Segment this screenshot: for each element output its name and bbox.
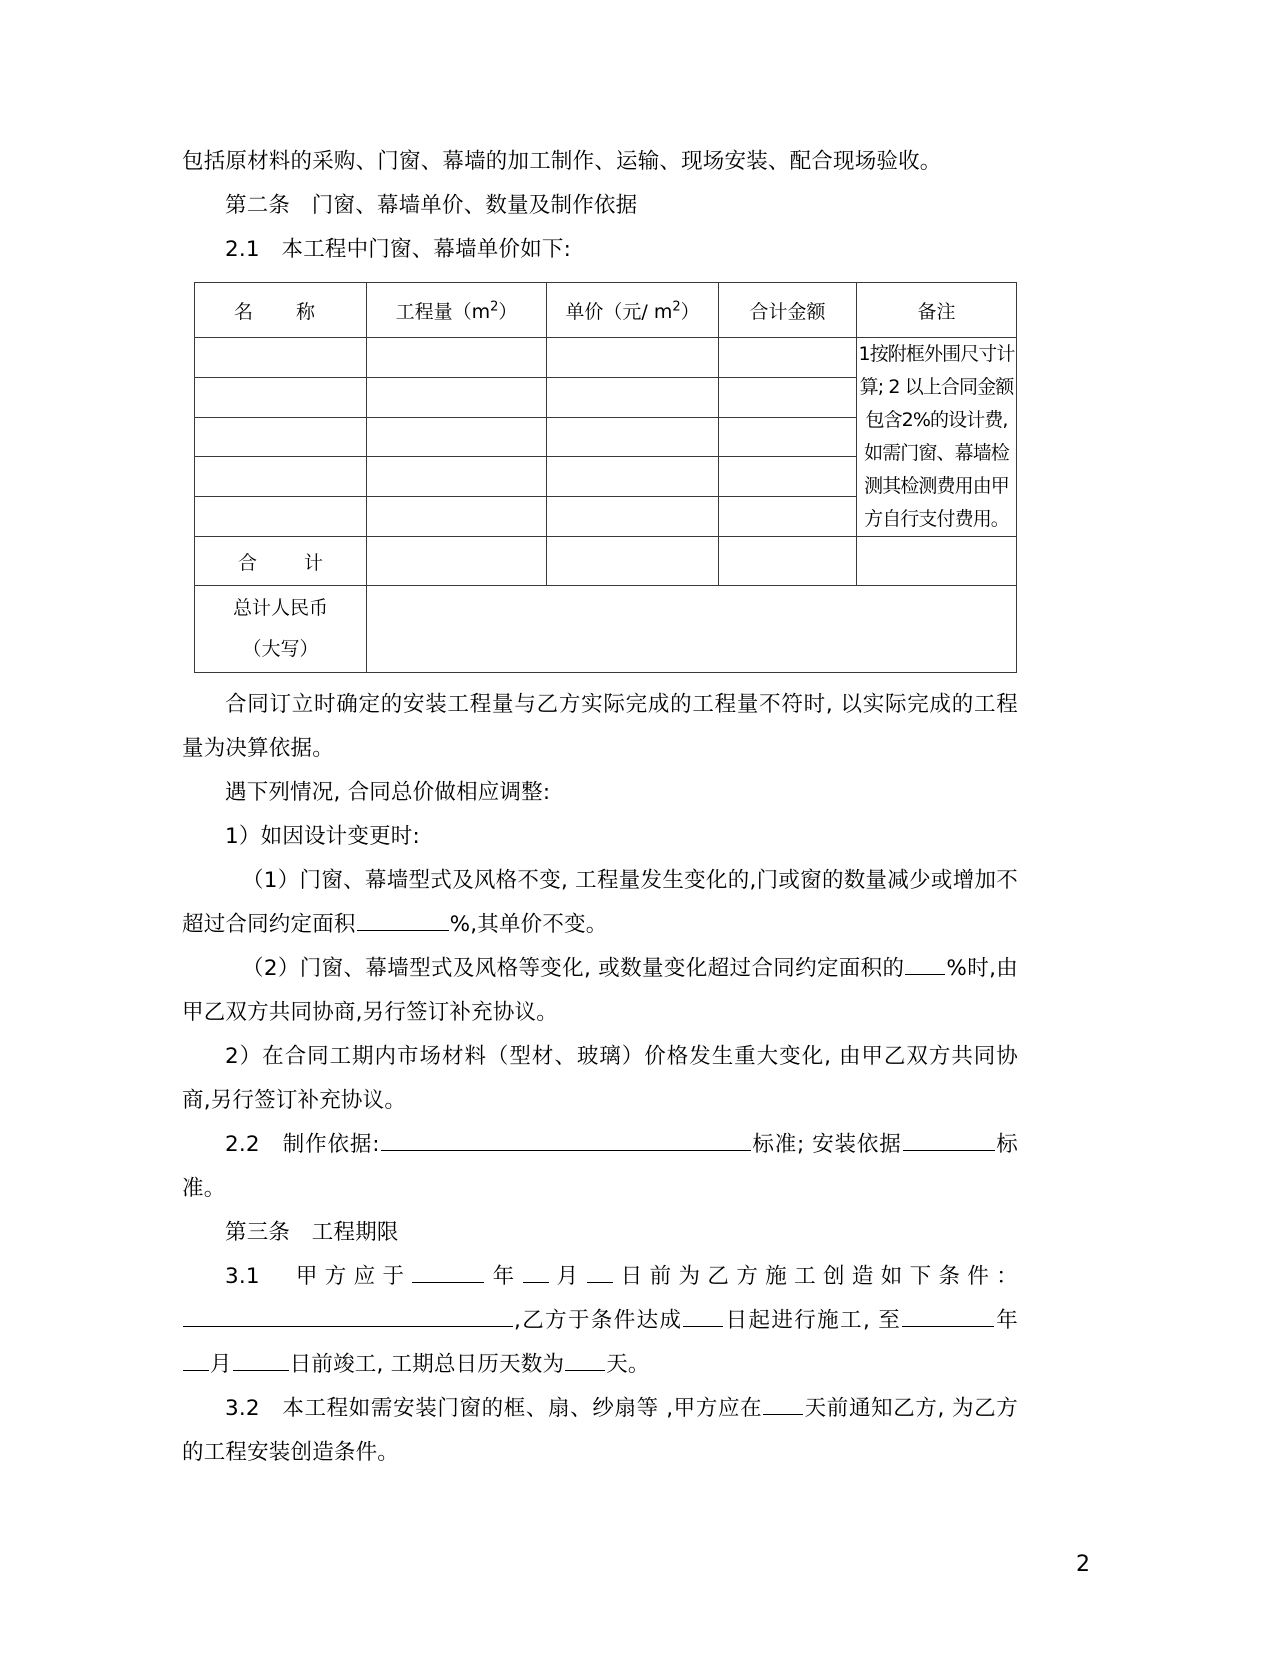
blank-manufacture-standard[interactable] [381, 1127, 751, 1151]
total-value-cell[interactable] [367, 586, 1017, 673]
header-unit-price-sup: 2 [672, 299, 681, 315]
sum-amount[interactable] [719, 537, 857, 586]
cell-quantity[interactable] [367, 377, 547, 417]
header-note: 备注 [857, 283, 1017, 338]
s31-text-i: 月 [210, 1352, 232, 1377]
cell-amount[interactable] [719, 457, 857, 497]
cell-name[interactable] [195, 417, 367, 457]
page-content [182, 140, 1018, 1475]
cell-unit-price[interactable] [547, 457, 719, 497]
lead-paragraph: 包括原材料的采购、门窗、幕墙的加工制作、运输、现场安装、配合现场验收。 [182, 149, 942, 174]
cell-unit-price[interactable] [547, 417, 719, 457]
blank-end-year[interactable] [902, 1303, 994, 1327]
article-2-heading: 第二条 门窗、幕墙单价、数量及制作依据 [225, 193, 638, 218]
s32-text-b: 天前通知乙方, 为乙方的工程安装创造条件。 [182, 1396, 1018, 1465]
header-quantity-unit: m [471, 300, 491, 323]
s31-text-f: 乙方于条件达成 [521, 1308, 683, 1333]
header-quantity-suffix: ） [498, 300, 518, 323]
pricing-table [194, 282, 1017, 673]
blank-install-standard[interactable] [903, 1127, 995, 1151]
pricing-table-body [195, 338, 1017, 673]
para-item-1: 1）如因设计变更时: [225, 824, 420, 849]
s31-text-b: 年 [485, 1264, 522, 1289]
para-item-1-1-text-a: （1）门窗、幕墙型式及风格不变, 工程量发生变化的,门或窗的数量减少或增加不超过合同约定面积 [182, 868, 1018, 937]
section-2-2-suffix: 标准。 [182, 1132, 1018, 1201]
s31-text-e: , [514, 1308, 522, 1333]
para-item-1-2-text-a: （2）门窗、幕墙型式及风格等变化, 或数量变化超过合同约定面积的 [242, 956, 905, 981]
header-quantity-sup: 2 [490, 299, 499, 315]
header-unit-price [547, 283, 719, 338]
sum-quantity[interactable] [367, 537, 547, 586]
table-total-row [195, 586, 1017, 673]
s31-text-a: 3.1 甲方应于 [225, 1264, 412, 1289]
sum-label: 合 计 [195, 537, 367, 586]
total-label [195, 586, 367, 673]
cell-quantity[interactable] [367, 457, 547, 497]
header-unit-price-suffix: ） [680, 300, 700, 323]
blank-days-after-conditions[interactable] [683, 1303, 723, 1327]
para-item-1-2 [182, 947, 1018, 1035]
blank-area-percent-2[interactable] [905, 951, 945, 975]
cell-quantity[interactable] [367, 417, 547, 457]
s31-text-j: 日前竣工, 工期总日历天数为 [289, 1352, 565, 1377]
para-adjust-intro: 遇下列情况, 合同总价做相应调整: [225, 780, 551, 805]
total-label-line1: 总计人民币 [232, 597, 328, 619]
table-header-row [195, 283, 1017, 338]
spacer [182, 673, 1018, 683]
s32-text-a: 3.2 本工程如需安装门窗的框、扇、纱扇等 ,甲方应在 [225, 1396, 763, 1421]
s31-text-d: 日前为乙方施工创造如下条件： [613, 1264, 1018, 1289]
section-3-1 [182, 1255, 1018, 1387]
blank-end-month[interactable] [183, 1347, 209, 1371]
table-sum-row [195, 537, 1017, 586]
s31-text-c: 月 [549, 1264, 586, 1289]
para-item-1-2-text-b: %时,由甲乙双方共同协商,另行签订补充协议。 [182, 956, 1018, 1025]
cell-name[interactable] [195, 338, 367, 378]
cell-unit-price[interactable] [547, 497, 719, 537]
blank-end-day[interactable] [233, 1347, 289, 1371]
pricing-table-wrapper [194, 282, 1016, 673]
s31-text-h: 年 [995, 1308, 1018, 1333]
header-name [195, 283, 367, 338]
article-3-heading: 第三条 工程期限 [225, 1220, 399, 1245]
para-item-1-1-text-b: %,其单价不变。 [449, 912, 608, 937]
total-label-line2: （大写） [242, 638, 319, 660]
blank-start-month[interactable] [523, 1259, 549, 1283]
cell-name[interactable] [195, 377, 367, 417]
header-unit-price-prefix: 单价（元/ [565, 300, 654, 323]
para-quantity-mismatch: 合同订立时确定的安装工程量与乙方实际完成的工程量不符时, 以实际完成的工程量为决算依据。 [182, 692, 1018, 761]
blank-area-percent-1[interactable] [357, 907, 449, 931]
s31-text-g: 日起进行施工, 至 [724, 1308, 902, 1333]
cell-quantity[interactable] [367, 338, 547, 378]
section-2-2-mid: 标准; 安装依据 [751, 1132, 902, 1157]
cell-amount[interactable] [719, 497, 857, 537]
cell-name[interactable] [195, 497, 367, 537]
sum-note-spacer [857, 537, 1017, 586]
header-quantity-prefix: 工程量（ [395, 300, 472, 323]
cell-amount[interactable] [719, 417, 857, 457]
blank-total-days[interactable] [565, 1347, 605, 1371]
cell-unit-price[interactable] [547, 377, 719, 417]
para-item-2: 2）在合同工期内市场材料（型材、玻璃）价格发生重大变化, 由甲乙双方共同协商,另行签订补充协议。 [182, 1044, 1018, 1113]
header-name-label: 名 称 [233, 300, 327, 323]
cell-amount[interactable] [719, 338, 857, 378]
header-amount: 合计金额 [719, 283, 857, 338]
blank-conditions[interactable] [183, 1303, 513, 1327]
section-2-2 [182, 1123, 1018, 1211]
cell-unit-price[interactable] [547, 338, 719, 378]
s31-text-k: 天。 [606, 1352, 650, 1377]
blank-start-year[interactable] [412, 1259, 484, 1283]
blank-start-day[interactable] [587, 1259, 613, 1283]
header-unit-price-unit: m [653, 300, 673, 323]
para-item-1-1 [182, 859, 1018, 947]
header-quantity [367, 283, 547, 338]
page-number: 2 [1076, 1552, 1090, 1577]
section-2-2-prefix: 2.2 制作依据: [225, 1132, 380, 1157]
section-2-1-label: 2.1 本工程中门窗、幕墙单价如下: [225, 237, 572, 262]
cell-note: 1按附框外围尺寸计算; 2 以上合同金额包含2%的设计费, 如需门窗、幕墙检测其检测费用由甲方自行支付费用。 [857, 338, 1017, 537]
cell-name[interactable] [195, 457, 367, 497]
blank-notice-days[interactable] [763, 1391, 803, 1415]
table-row [195, 338, 1017, 378]
sum-unit-price[interactable] [547, 537, 719, 586]
section-3-2 [182, 1387, 1018, 1475]
cell-amount[interactable] [719, 377, 857, 417]
cell-quantity[interactable] [367, 497, 547, 537]
